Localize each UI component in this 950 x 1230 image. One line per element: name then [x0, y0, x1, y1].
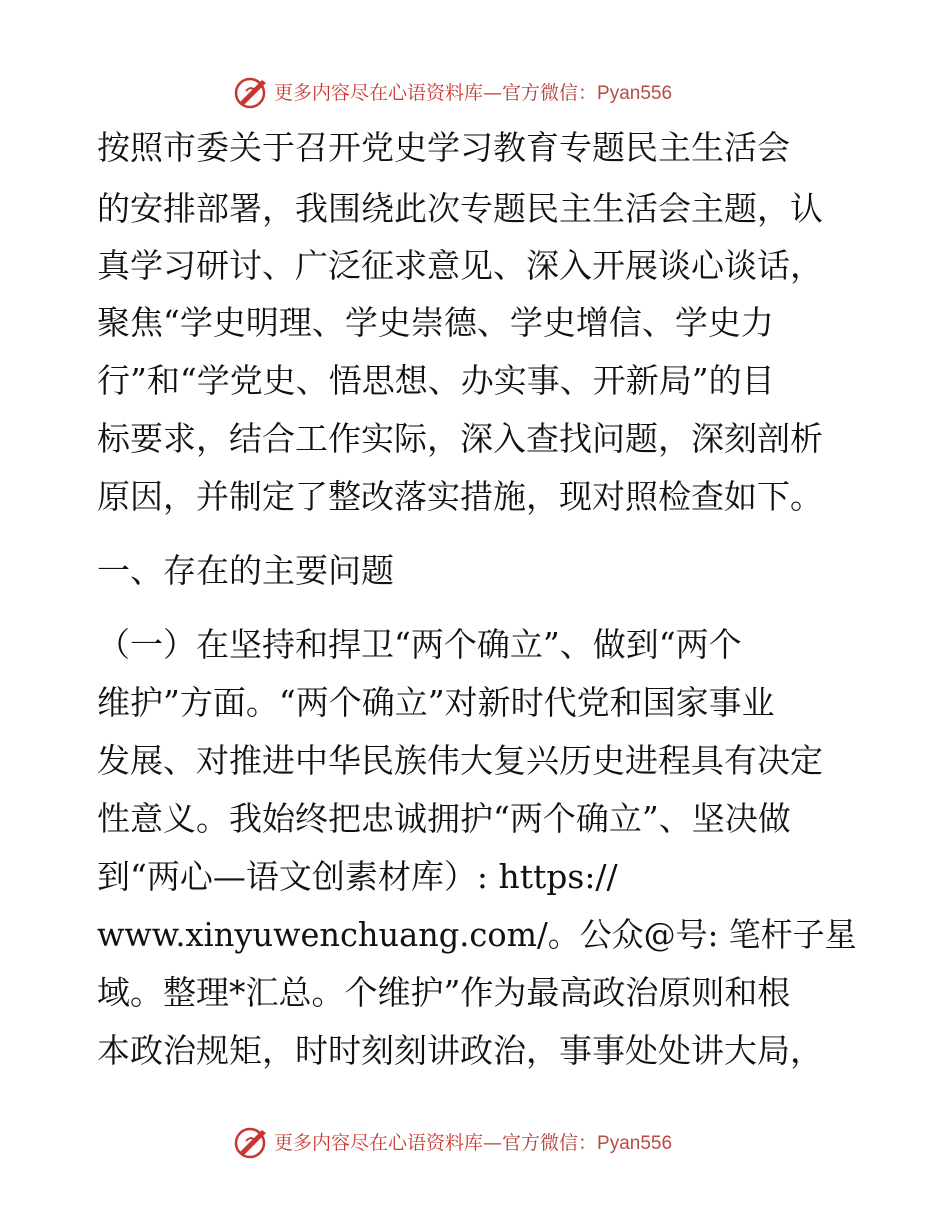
banner-title: 更多内容尽在心语资料库—: [274, 82, 503, 104]
pen-logo-icon: [232, 1124, 272, 1160]
banner-wechat-id: Pyan556: [597, 1133, 673, 1154]
body-line: 域。整理*汇总。个维护”作为最高政治原则和根: [97, 973, 791, 1012]
body-line: 标要求，结合工作实际，深入查找问题，深刻剖析: [97, 419, 823, 458]
pen-logo-icon: [232, 74, 272, 110]
banner-wechat-label: 官方微信：: [502, 1132, 598, 1154]
body-line: 到“两心—语文创素材库）: https://: [97, 857, 618, 896]
banner-wechat-label: 官方微信：: [502, 82, 598, 104]
body-line: www.xinyuwenchuang.com/。公众@号: 笔杆子星: [97, 915, 857, 954]
body-line: 聚焦“学史明理、学史崇德、学史增信、学史力: [97, 303, 774, 342]
section-heading: 一、存在的主要问题: [97, 551, 394, 590]
body-line: 原因，并制定了整改落实措施，现对照检查如下。: [97, 477, 823, 516]
header-banner: [0, 72, 950, 112]
body-line: 性意义。我始终把忠诚拥护“两个确立”、坚决做: [97, 799, 791, 838]
header-banner-text: [274, 78, 672, 105]
banner-title: 更多内容尽在心语资料库—: [274, 1132, 503, 1154]
subsection-heading: （一）在坚持和捍卫“两个确立”、做到“两个: [97, 625, 742, 664]
body-line: 的安排部署，我围绕此次专题民主生活会主题，认: [97, 189, 823, 228]
footer-banner-text: [274, 1128, 672, 1155]
body-line: 行”和“学党史、悟思想、办实事、开新局”的目: [97, 361, 775, 400]
body-line: 真学习研讨、广泛征求意见、深入开展谈心谈话，: [97, 246, 823, 285]
body-line: 发展、对推进中华民族伟大复兴历史进程具有决定: [97, 741, 823, 780]
body-line: 本政治规矩，时时刻刻讲政治，事事处处讲大局，: [97, 1031, 823, 1070]
banner-wechat-id: Pyan556: [597, 83, 673, 104]
body-line: 按照市委关于召开党史学习教育专题民主生活会: [97, 128, 790, 167]
body-line: 维护”方面。“两个确立”对新时代党和国家事业: [97, 683, 775, 722]
footer-banner: [0, 1122, 950, 1162]
